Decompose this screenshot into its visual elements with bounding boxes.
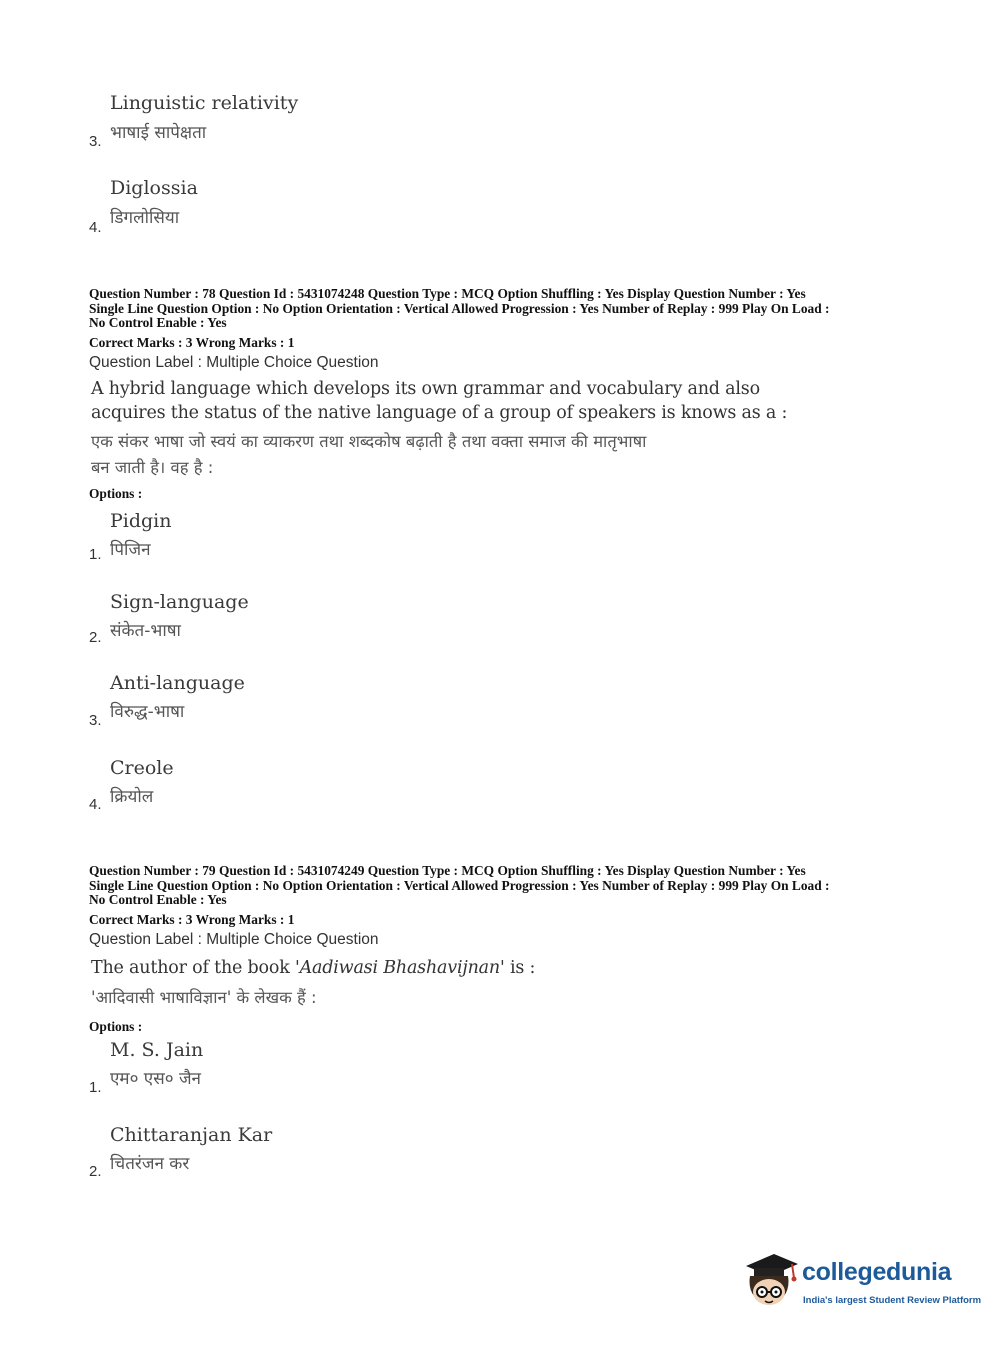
question-meta-line: Single Line Question Option : No Option Orientation : Vertical Allowed Progression : Yes Number of Replay : 999 Play On Load : bbox=[89, 878, 830, 893]
question-meta-line: Question Number : 79 Question Id : 5431074249 Question Type : MCQ Option Shuffling : Yes Display Question Number : Yes bbox=[89, 863, 806, 878]
question-meta-line: Single Line Question Option : No Option Orientation : Vertical Allowed Progression : Yes Number of Replay : 999 Play On Load : bbox=[89, 301, 830, 316]
option-text-hi: पिजिन bbox=[110, 540, 151, 560]
question-meta-line: No Control Enable : Yes bbox=[89, 315, 227, 330]
option-text-hi: चितरंजन कर bbox=[110, 1154, 190, 1174]
option-text-hi: एम० एस० जैन bbox=[110, 1069, 201, 1089]
option-text-hi: विरुद्ध-भाषा bbox=[110, 702, 185, 722]
question-label: Question Label : Multiple Choice Question bbox=[89, 931, 379, 948]
question-text-suffix: is : bbox=[504, 958, 536, 978]
option-text-en: M. S. Jain bbox=[110, 1039, 204, 1061]
mascot-icon bbox=[740, 1248, 802, 1310]
option-number: 1. bbox=[89, 546, 102, 563]
options-label: Options : bbox=[89, 1019, 143, 1034]
option-number: 4. bbox=[89, 796, 102, 813]
options-label: Options : bbox=[89, 486, 143, 501]
question-marks: Correct Marks : 3 Wrong Marks : 1 bbox=[89, 335, 295, 350]
option-number: 4. bbox=[89, 219, 102, 236]
collegedunia-logo[interactable] bbox=[740, 1248, 982, 1318]
option-text-hi: डिगलोसिया bbox=[110, 208, 180, 228]
question-text-hi: 'आदिवासी भाषाविज्ञान' के लेखक हैं : bbox=[91, 988, 317, 1007]
option-text-en: Anti-language bbox=[110, 672, 245, 694]
book-title: 'Aadiwasi Bhashavijnan' bbox=[294, 958, 505, 978]
question-meta-line: Question Number : 78 Question Id : 5431074248 Question Type : MCQ Option Shuffling : Yes Display Question Number : Yes bbox=[89, 286, 806, 301]
option-number: 2. bbox=[89, 1163, 102, 1180]
question-marks: Correct Marks : 3 Wrong Marks : 1 bbox=[89, 912, 295, 927]
option-number: 2. bbox=[89, 629, 102, 646]
option-number: 1. bbox=[89, 1079, 102, 1096]
option-number: 3. bbox=[89, 712, 102, 729]
question-meta-line: No Control Enable : Yes bbox=[89, 892, 227, 907]
question-text-hi: बन जाती है। वह है : bbox=[91, 458, 214, 477]
option-text-hi: संकेत-भाषा bbox=[110, 621, 181, 641]
question-text-en: acquires the status of the native language of a group of speakers is knows as a : bbox=[91, 403, 788, 423]
option-number: 3. bbox=[89, 133, 102, 150]
option-text-hi: भाषाई सापेक्षता bbox=[110, 123, 207, 143]
question-text-en bbox=[91, 958, 535, 978]
option-text-en: Creole bbox=[110, 757, 174, 779]
brand-name: collegedunia bbox=[802, 1258, 952, 1286]
question-text-prefix: The author of the book bbox=[91, 958, 295, 978]
option-text-en: Linguistic relativity bbox=[110, 92, 299, 114]
question-text-hi: एक संकर भाषा जो स्वयं का व्याकरण तथा शब्दकोष बढ़ाती है तथा वक्ता समाज की मातृभाषा bbox=[91, 432, 647, 451]
option-text-en: Chittaranjan Kar bbox=[110, 1124, 273, 1146]
question-label: Question Label : Multiple Choice Question bbox=[89, 354, 379, 371]
option-text-en: Pidgin bbox=[110, 510, 172, 532]
option-text-en: Diglossia bbox=[110, 177, 198, 199]
question-text-en: A hybrid language which develops its own grammar and vocabulary and also bbox=[91, 379, 760, 399]
option-text-en: Sign-language bbox=[110, 591, 249, 613]
brand-tagline: India's largest Student Review Platform bbox=[803, 1295, 982, 1306]
option-text-hi: क्रियोल bbox=[110, 787, 154, 807]
